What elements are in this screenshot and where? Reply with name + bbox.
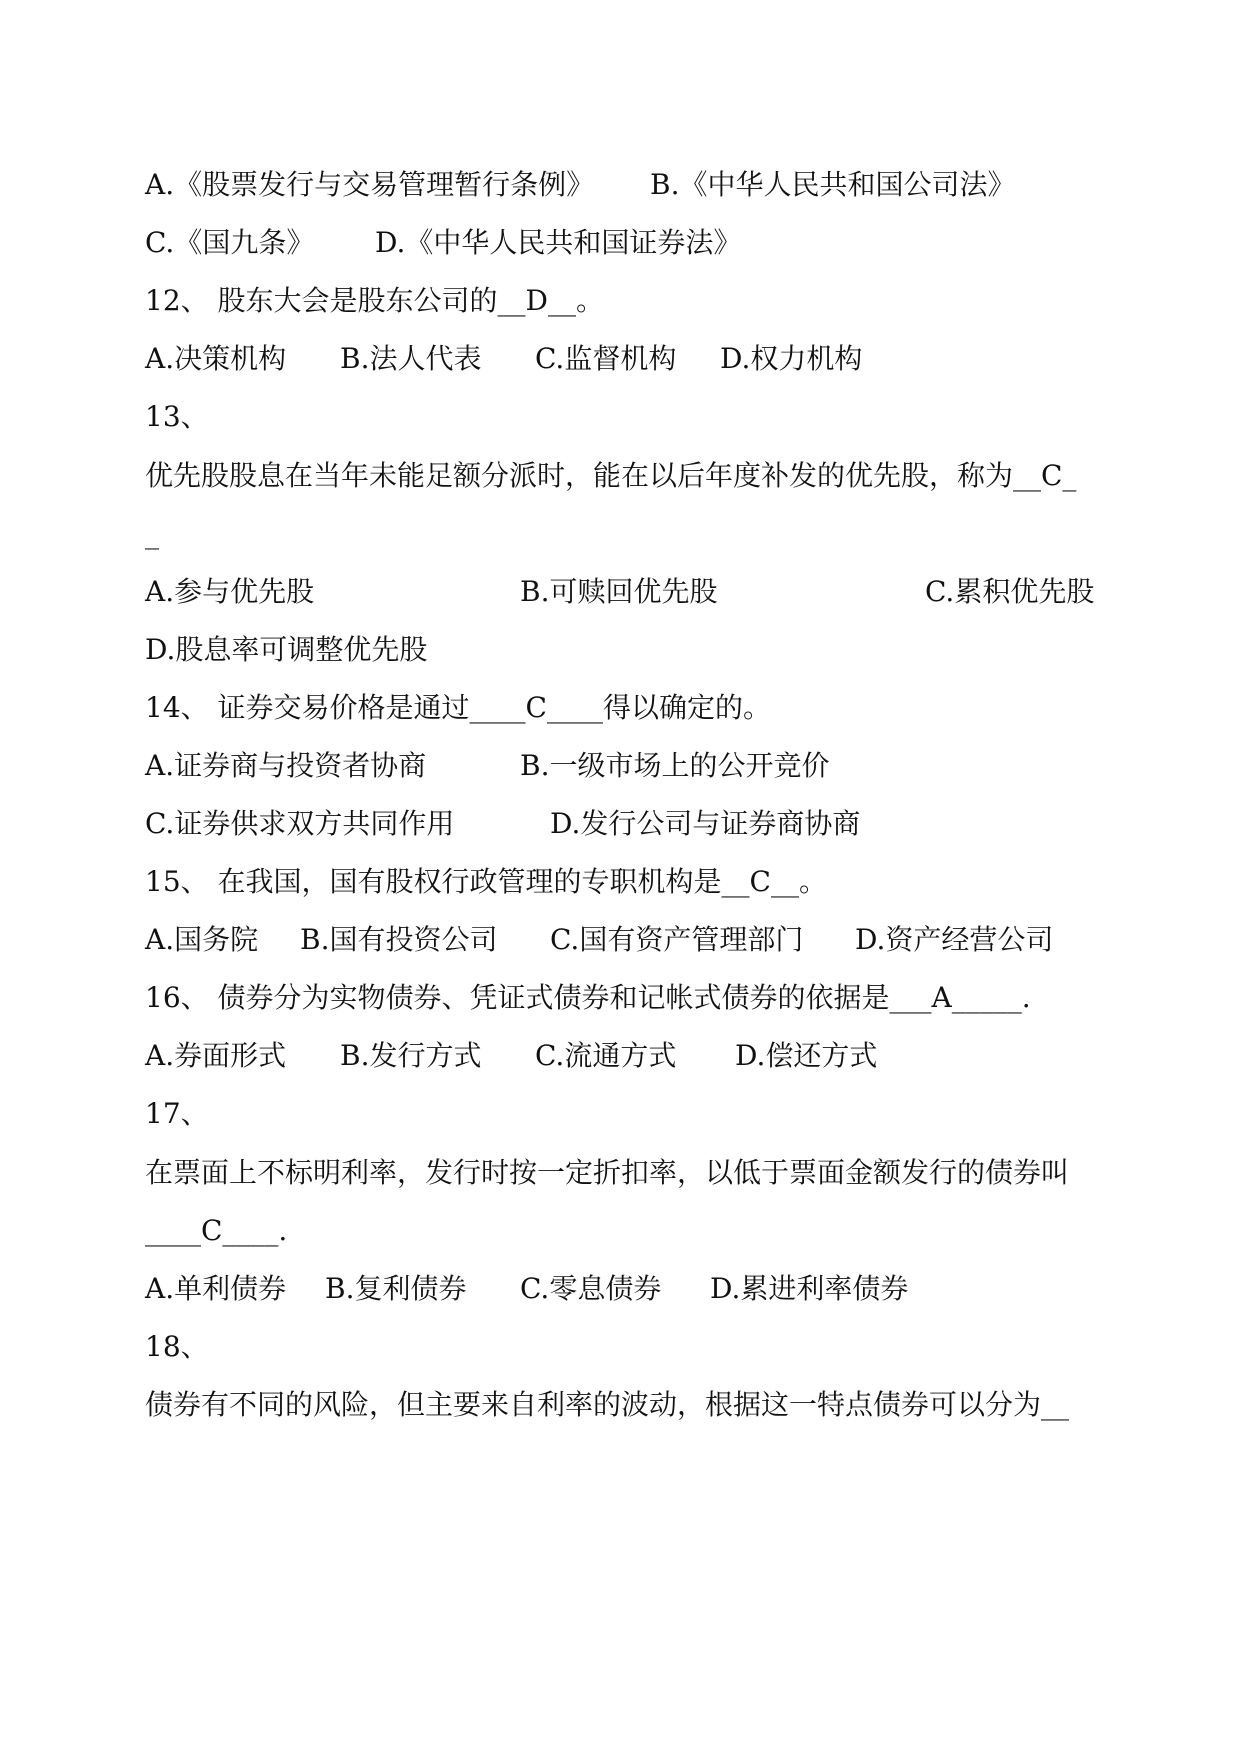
q14-option-c: C.证券供求双方共同作用 — [145, 807, 455, 840]
q13-stem: 优先股股息在当年未能足额分派时，能在以后年度补发的优先股，称为__C_ — [145, 459, 1077, 492]
q17-option-b: B.复利债券 — [325, 1272, 467, 1305]
q13-option-c: C.累积优先股 — [925, 575, 1095, 608]
q16-option-a: A.券面形式 — [145, 1039, 287, 1072]
q16-option-c: C.流通方式 — [535, 1039, 677, 1072]
q16-stem: 16、 债券分为实物债券、凭证式债券和记帐式债券的依据是___A_____. — [145, 981, 1031, 1014]
q13-number: 13、 — [145, 400, 209, 433]
q12-option-d: D.权力机构 — [720, 342, 863, 375]
q15-option-d: D.资产经营公司 — [855, 923, 1054, 956]
q12-option-a: A.决策机构 — [145, 342, 287, 375]
q11-option-d: D.《中华人民共和国证券法》 — [375, 226, 742, 259]
q17-stem: 在票面上不标明利率，发行时按一定折扣率，以低于票面金额发行的债券叫 — [145, 1156, 1070, 1189]
q15-stem: 15、 在我国，国有股权行政管理的专职机构是__C__。 — [145, 865, 827, 898]
q17-option-a: A.单利债券 — [145, 1272, 287, 1305]
q14-stem: 14、 证券交易价格是通过____C____得以确定的。 — [145, 691, 771, 724]
q11-option-b: B.《中华人民共和国公司法》 — [650, 168, 1016, 201]
q18-number: 18、 — [145, 1330, 209, 1363]
q17-option-c: C.零息债券 — [520, 1272, 662, 1305]
q15-option-c: C.国有资产管理部门 — [550, 923, 804, 956]
q15-option-a: A.国务院 — [145, 923, 259, 956]
q14-option-b: B.一级市场上的公开竞价 — [520, 749, 830, 782]
q13-option-a: A.参与优先股 — [145, 575, 315, 608]
q14-option-a: A.证券商与投资者协商 — [145, 749, 427, 782]
q11-option-a: A.《股票发行与交易管理暂行条例》 — [145, 168, 595, 201]
q11-option-c: C.《国九条》 — [145, 226, 315, 259]
q17-number: 17、 — [145, 1097, 209, 1130]
q12-stem: 12、 股东大会是股东公司的__D__。 — [145, 284, 604, 317]
q17-stem-continuation: ____C____. — [145, 1214, 288, 1247]
q18-stem: 债券有不同的风险，但主要来自利率的波动，根据这一特点债券可以分为__ — [145, 1388, 1070, 1421]
q13-stem-continuation: _ — [145, 517, 159, 550]
q12-option-c: C.监督机构 — [535, 342, 677, 375]
q17-option-d: D.累进利率债券 — [710, 1272, 909, 1305]
q16-option-b: B.发行方式 — [340, 1039, 482, 1072]
q16-option-d: D.偿还方式 — [735, 1039, 878, 1072]
q15-option-b: B.国有投资公司 — [300, 923, 498, 956]
q13-option-d: D.股息率可调整优先股 — [145, 633, 428, 666]
q14-option-d: D.发行公司与证券商协商 — [550, 807, 861, 840]
q13-option-b: B.可赎回优先股 — [520, 575, 718, 608]
q12-option-b: B.法人代表 — [340, 342, 482, 375]
